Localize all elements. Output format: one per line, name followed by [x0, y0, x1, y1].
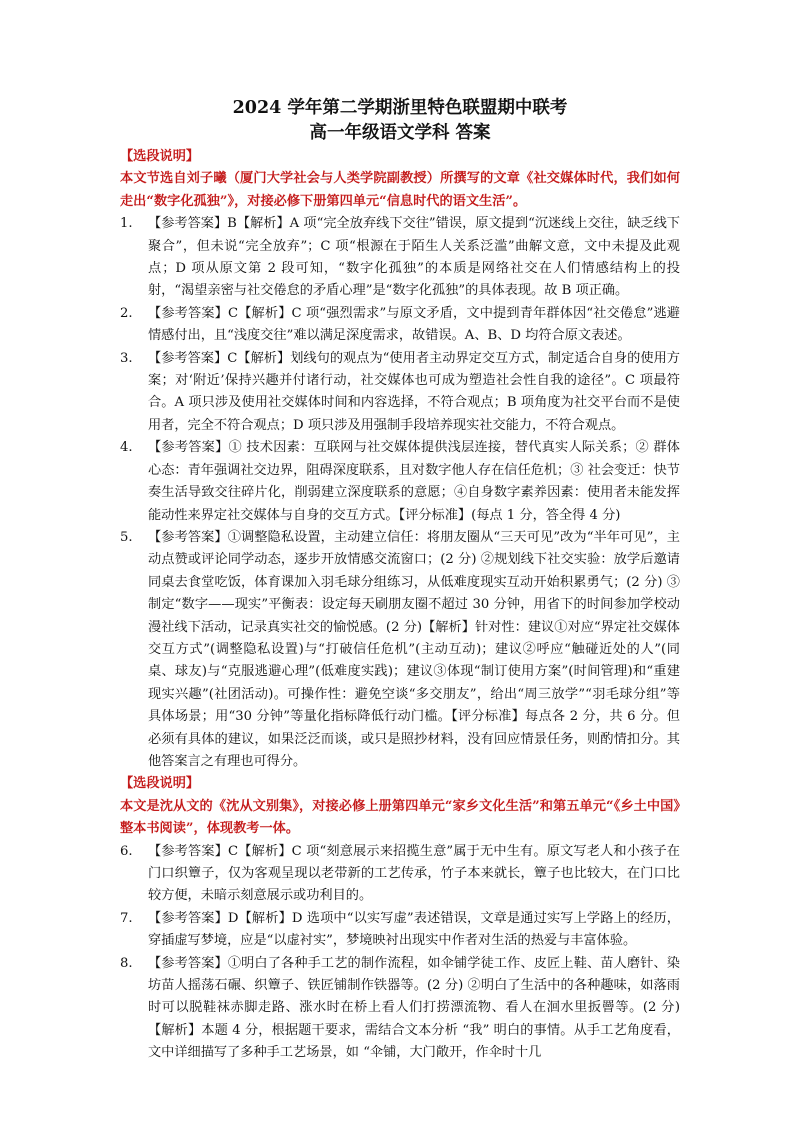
- item-number: 5.: [120, 529, 133, 545]
- answer-item: [120, 841, 680, 908]
- section-label: 【选段说明】: [120, 149, 200, 164]
- section-label: 【选段说明】: [120, 776, 200, 792]
- item-text: 【参考答案】C【解析】划线句的观点为“使用者主动界定交互方式，制定适合自身的使用方案；对‘附近’保持兴趣并付诸行动，社交媒体也可成为塑造社会性自我的途径”。C 项最符合。A 项只涉及使用社交媒体时间和内容选择，不符合观点；B 项角度为社交平台而不是使用者，完全不符合观点；D 项只涉及用强制手段培养现实社交能力，不符合观点。: [148, 350, 680, 433]
- item-number: 1.: [120, 216, 133, 232]
- document-subtitle: 高一年级语文学科 答案: [309, 123, 491, 143]
- section-intro: 本文是沈从文的《沈从文别集》，对接必修上册第四单元“家乡文化生活”和第五单元“《乡土中国》整本书阅读”，体现教考一体。: [120, 798, 680, 837]
- item-text: 【参考答案】①明白了各种手工艺的制作流程，如伞铺学徒工作、皮匠上鞋、苗人磨针、染坊苗人摇荡石碾、织簟子、铁匠铺制作铁器等。(2 分) ②明白了生活中的各种趣味，如落雨时可以脱鞋袜赤脚走路、涨水时在桥上看人们打捞漂流物、看人在洄水里扳罾等。(2 分)【解析】本题 4 分，根据题干要求，需结合文本分析 “我” 明白的事情。从手工艺角度看，文中详细描写了多种手工艺场景，如 “伞铺，大门敞开，作伞时十几: [148, 955, 680, 1061]
- section-intro: 本文节选自刘子曦（厦门大学社会与人类学院副教授）所撰写的文章《社交媒体时代，我们如何走出“数字化孤独”》，对接必修下册第四单元“信息时代的语文生活”。: [120, 171, 680, 209]
- section-reading-1: [120, 146, 680, 1065]
- item-text: 【参考答案】D【解析】D 选项中“以实写虚”表述错误，文章是通过实写上学路上的经历，穿插虚写梦境，应是“以虚衬实”，梦境映衬出现实中作者对生活的热爱与丰富体验。: [148, 910, 680, 949]
- answer-item: [120, 348, 680, 438]
- item-number: 2.: [120, 305, 133, 321]
- item-text: 【参考答案】C【解析】C 项“强烈需求”与原文矛盾，文中提到青年群体因“社交倦怠”逃避情感付出，且“浅度交往”难以满足深度需求，故错误。A、B、D 均符合原文表述。: [148, 305, 680, 344]
- answer-item: [120, 953, 680, 1065]
- item-text: 【参考答案】B【解析】A 项“完全放弃线下交往”错误，原文提到“沉迷线上交往，缺乏线下聚合”，但未说“完全放弃”；C 项“根源在于陌生人关系泛滥”曲解文意，文中未提及此观点；D 项从原文第 2 段可知，“数字化孤独”的本质是网络社交在人们情感结构上的投射，“渴望亲密与社交倦怠的矛盾心理”是“数字化孤独”的具体表现。故 B 项正确。: [148, 216, 680, 299]
- item-text: 【参考答案】C【解析】C 项“刻意展示来招揽生意”属于无中生有。原文写老人和小孩子在门口织簟子，仅为客观呈现以老带新的工艺传承，竹子本来就长，簟子也比较大，在门口比较方便，未暗示刻意展示或功利目的。: [148, 843, 680, 904]
- item-number: 3.: [120, 350, 133, 366]
- document-title: 2024 学年第二学期浙里特色联盟期中联考: [232, 98, 568, 118]
- answer-item: [120, 303, 680, 348]
- item-text: 【参考答案】①调整隐私设置，主动建立信任：将朋友圈从“三天可见”改为“半年可见”，主动点赞或评论同学动态，逐步开放情感交流窗口；(2 分) ②规划线下社交实验：放学后邀请同桌去食堂吃饭，体育课加入羽毛球分组练习，从低难度现实互动开始积累勇气；(2 分) ③制定“数字——现实”平衡表：设定每天刷朋友圈不超过 30 分钟，用省下的时间参加学校动漫社线下活动，记录真实社交的愉悦感。(2 分)【解析】针对性：建议①对应“界定社交媒体交互方式”(调整隐私设置)与“打破信任危机”(主动互动)；建议②呼应“触碰近处的人”(同桌、球友)与“克服逃避心理”(低难度实践)；建议③体现“制订使用方案”(时间管理)和“重建现实兴趣”(社团活动)。可操作性：避免空谈“多交朋友”，给出“周三放学”“羽毛球分组”等具体场景；用“30 分钟”等量化指标降低行动门槛。【评分标准】每点各 2 分，共 6 分。但必须有具体的建议，如果泛泛而谈，或只是照抄材料，没有回应情景任务，则酌情扣分。其他答案言之有理也可得分。: [148, 529, 680, 769]
- item-text: 【参考答案】① 技术因素：互联网与社交媒体提供浅层连接，替代真实人际关系；② 群体心态：青年强调社交边界，阻碍深度联系，且对数字他人存在信任危机；③ 社会变迁：快节奏生活导致交往碎片化，削弱建立深度联系的意愿；④自身数字素养因素：使用者未能发挥能动性来界定社交媒体与自身的交互方式。【评分标准】(每点 1 分，答全得 4 分): [148, 440, 680, 523]
- answer-item: [120, 213, 680, 303]
- answer-item: [120, 908, 680, 953]
- item-number: 4.: [120, 440, 133, 456]
- answer-item: [120, 437, 680, 527]
- item-number: 7.: [120, 910, 133, 926]
- item-number: 8.: [120, 955, 133, 971]
- answer-item: [120, 527, 680, 773]
- item-number: 6.: [120, 843, 133, 859]
